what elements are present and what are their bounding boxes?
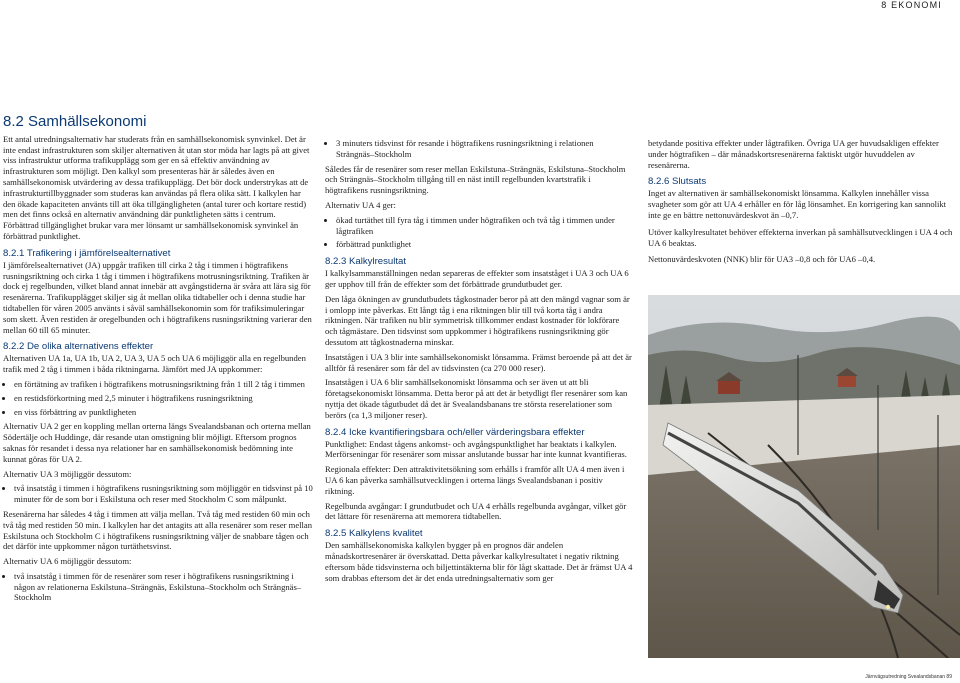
paragraph-kvartstrafik: Således får de resenärer som reser mellan Eskilstuna–Strängnäs, Eskilstuna–Stockholm och Strängnäs–Stockholm tillgång till en näst intill regelbunden kvartstrafik i högtrafikens rusningsriktning. [325, 163, 626, 196]
ua4-list [325, 215, 633, 250]
paragraph-continued: betydande positiva effekter under lågtrafiken. Övriga UA ger huvudsakligen effekter under högtrafiken – där månadskortsresenärerna faktiskt utgör huvuddelen av resenärerna. [648, 138, 939, 170]
paragraph-8-2-3-d: Insatstågen i UA 6 blir samhällsekonomiskt lönsamma och ser även ut att bli företagsekonomiskt lönsamma. Detta beror på att det är betydligt fler resenärer som kan nyttja det ökade tågutbudet då det är Svealandsbanans tre största reserelationer som berörs (ca 1,3 miljoner reser). [325, 377, 628, 420]
ua3-list [3, 483, 313, 505]
paragraph-regelbunda: Regelbunda avgångar: I grundutbudet och UA 4 erhålls regelbunda avgångar, vilket gör det lättare för resenärerna att memorera tidtabellen. [325, 500, 627, 522]
column-left [3, 113, 313, 607]
list-item: • en förtätning av trafiken i högtrafikens motrusningsriktning från 1 till 2 tåg i timmen [14, 379, 313, 390]
page-footer: Järnvägsutredning Svealandsbanan 89 [865, 674, 952, 680]
paragraph-8-2-3-c: Insatstågen i UA 3 blir inte samhällsekonomiskt lönsamma. Främst beroende på att det är alltför få resenärer som får del av tidsvinsten (ca 270 000 reser). [325, 351, 632, 373]
intro-paragraph: Ett antal utredningsalternativ har studerats från en samhällsekonomisk synvinkel. Det är inte endast infrastrukturen som skiljer alternativen åt utan stor möda har lagts på att givet viss infrastruktur utforma trafikupplägg som ger en så effektiv användning av infrastrukturen som möjligt. Den kalkyl som presenteras här är således även en samhällsekonomisk utvärdering av dessa trafikupplägg. Det bör dock understrykas att de infrastrukturtillbyggnader som studeras kan användas på flera olika sätt. I kalkylen har den ökade kapaciteten använts till att öka tillgängligheten (antal turer och kortare restid) men det finns också en alternativ användning där punktligheten sätts i centrum. Förbättrad tillgänglighet brukar vara mer lönsamt ur samhällsekonomisk synvinkel än förbättrad punktlighet. [3, 133, 310, 241]
paragraph-punktlighet: Punktlighet: Endast tågens ankomst- och avgångspunktlighet har beaktats i kalkylen. Merförseningar för resenärer som missar anslutande bussar har inte kunnat kvantifieras. [325, 438, 627, 460]
column-middle [325, 138, 633, 587]
list-item: • en viss förbättring av punktligheten [14, 407, 313, 418]
list-item: • två insatståg i timmen i högtrafikens rusningsriktning som möjliggör en tidsvinst på 10 minuter för de som bor i Eskilstuna och reser med Stockholm C som målpunkt. [14, 483, 313, 505]
list-item: • två insatståg i timmen för de resenärer som reser i högtrafikens rusningsriktning i någon av relationerna Eskilstuna–Strängnäs, Eskilstuna–Stockholm och Strängnäs–Stockholm [14, 571, 313, 603]
ua6-list [3, 571, 313, 603]
heading-8-2-5: 8.2.5 Kalkylens kvalitet [325, 528, 423, 540]
paragraph-8-2-3-b: Den låga ökningen av grundutbudets tågkostnader beror på att den mängd vagnar som är i omlopp inte påverkas. Ett långt tåg i ena riktningen blir till två korta tåg i andra riktningen. När trafiken nu blir symmetrisk tillkommer endast kostnader för lokförare och tågmästare. Den tidsvinst som uppkommer i högtrafikens rusningsriktning gör dessutom att tågkostnaderna minskar. [325, 293, 630, 347]
heading-8-2-2: 8.2.2 De olika alternativens effekter [3, 341, 154, 353]
paragraph-8-2-1: I jämförelsealternativet (JA) uppgår trafiken till cirka 2 tåg i timmen i högtrafikens rusningsriktning och cirka 1 tåg i timmen i högtrafikens motrusningsriktning. Trafiken är dock ej regelbunden, vilket bland annat innebär att avgångstiderna är svåra att lära sig för resenärerna. Trafikupplägget skiljer sig åt mellan olika tidtabeller och i denna studie har tidtabellen för våren 2005 använts i såväl samhällsekonomin som för trafiksimuleringar som skett. Även restiden är oregelbunden och i högtrafikens rusningsriktning varierar den mellan 60 till 65 minuter. [3, 259, 312, 335]
effects-list [3, 379, 313, 417]
paragraph-ua3-detail: Resenärerna har således 4 tåg i timmen att välja mellan. Två tåg med restiden 60 min och två tåg med restiden 50 min. I kalkylen har det antagits att alla resenärer som reser mellan Eskilstuna och Stockholm C i högtrafikens rusningsriktning väljer de snabbare tågen och det därför inte uppkommer någon turtäthetsvinst. [3, 508, 313, 552]
paragraph-ua4-intro: Alternativ UA 4 ger: [325, 199, 396, 210]
paragraph-nnk: Nettonuvärdeskvoten (NNK) blir för UA3 –0,8 och för UA6 –0,4. [648, 254, 876, 265]
ua6-list-continued [325, 138, 633, 160]
paragraph-ua2: Alternativ UA 2 ger en koppling mellan orterna längs Svealandsbanan och orterna mellan Södertälje och Huddinge, där resande utan omstigning blir möjligt. Eftersom prognos saknas för resandet i dessa nya relationer har en samhällsekonomisk bedömning inte kunnat göras för UA 2. [3, 421, 311, 464]
list-item: • 3 minuters tidsvinst för resande i högtrafikens rusningsriktning i relationen Strängnäs–Stockholm [336, 138, 633, 160]
paragraph-slutsats-a: Inget av alternativen är samhällsekonomiskt lönsamma. Kalkylen innehåller vissa svagheter som gör att UA 4 erhåller en för låg lönsamhet. En korrigering kan sannolikt inte ge en bättre nettonuvärdeskvot än –0,7. [648, 188, 947, 220]
paragraph-8-2-5: Den samhällsekonomiska kalkylen bygger på en prognos där andelen månadskortresenärer är överskattad. Detta påverkar kalkylresultatet i negativ riktning eftersom både tidsvinsterna och biljettintäkterna blir för lågt skattade. Det är främst UA 4 som drabbas eftersom det är det enda utredningsalternativ som ger [325, 540, 633, 583]
list-item: • ökad turtäthet till fyra tåg i timmen under högtrafiken och två tåg i timmen under lågtrafiken [336, 215, 633, 237]
paragraph-slutsats-b: Utöver kalkylresultatet behöver effekterna inverkan på samhällsutvecklingen i UA 4 och UA 6 beaktas. [648, 226, 953, 248]
heading-8-2-1: 8.2.1 Trafikering i jämförelsealternativet [3, 247, 171, 259]
paragraph-8-2-3-a: I kalkylsammanställningen nedan separeras de effekter som insatståget i UA 3 och UA 6 ger upphov till från de effekter som det förbättrade grundutbudet ger. [325, 268, 629, 289]
paragraph-ua6-intro: Alternativ UA 6 möjliggör dessutom: [3, 556, 132, 567]
heading-8-2-4: 8.2.4 Icke kvantifieringsbara och/eller värderingsbara effekter [325, 426, 585, 438]
running-header: 8 EKONOMI [881, 0, 942, 10]
list-item: • en restidsförkortning med 2,5 minuter i högtrafikens rusningsriktning [14, 393, 313, 404]
section-title: 8.2 Samhällsekonomi [3, 113, 147, 130]
train-photo [648, 295, 960, 658]
heading-8-2-3: 8.2.3 Kalkylresultat [325, 256, 407, 268]
paragraph-regionala: Regionala effekter: Den attraktivitetsökning som erhålls i framför allt UA 4 men även i UA 6 kan påverka samhällsutvecklingen i orterna längs Svealandsbanan i positiv riktning. [325, 464, 625, 496]
paragraph-ua3-intro: Alternativ UA 3 möjliggör dessutom: [3, 468, 132, 479]
list-item: • förbättrad punktlighet [336, 239, 633, 250]
heading-8-2-6: 8.2.6 Slutsats [648, 176, 707, 188]
column-right [648, 138, 954, 269]
paragraph-8-2-2: Alternativen UA 1a, UA 1b, UA 2, UA 3, UA 5 och UA 6 möjliggör alla en regelbunden trafik med 2 tåg i timmen i båda riktningarna. Jämfört med JA uppkommer: [3, 353, 306, 375]
